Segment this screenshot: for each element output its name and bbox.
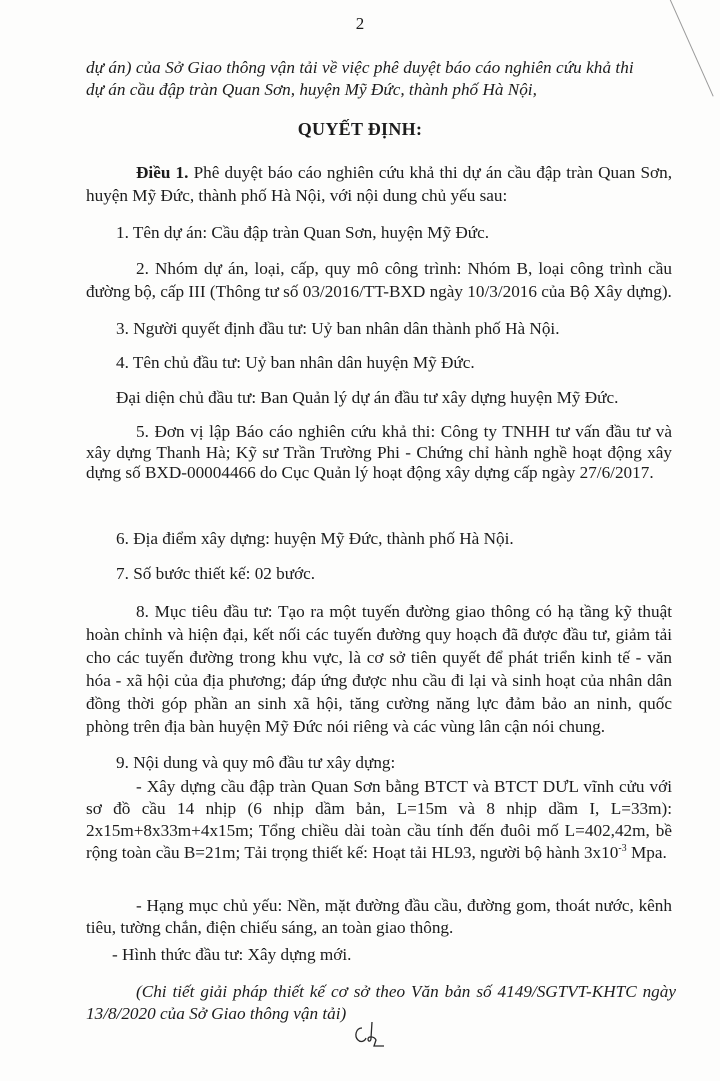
article-1-text: Phê duyệt báo cáo nghiên cứu khả thi dự án cầu đập tràn Quan Sơn, huyện Mỹ Đức, thành phố Hà Nội, với nội dung chủ yếu sau:	[86, 163, 673, 205]
item-7: 7. Số bước thiết kế: 02 bước.	[116, 564, 316, 583]
design-note: (Chi tiết giải pháp thiết kế cơ sở theo Văn bản số 4149/SGTVT-KHTC ngày 13/8/2020 của Sở Giao thông vận tải)	[86, 982, 676, 1023]
item-1: 1. Tên dự án: Cầu đập tràn Quan Sơn, huyện Mỹ Đức.	[116, 223, 489, 242]
exponent: -3	[618, 843, 627, 854]
item-2: 2. Nhóm dự án, loại, cấp, quy mô công trình: Nhóm B, loại công trình cầu đường bộ, cấp III (Thông tư số 03/2016/TT-BXD ngày 10/3/2016 của Bộ Xây dựng).	[86, 259, 672, 301]
item-9-investment-form: - Hình thức đầu tư: Xây dựng mới.	[112, 945, 352, 964]
item-4-representative: Đại diện chủ đầu tư: Ban Quản lý dự án đầu tư xây dựng huyện Mỹ Đức.	[116, 388, 619, 407]
handwritten-initials-icon	[352, 1020, 388, 1050]
item-5: 5. Đơn vị lập Báo cáo nghiên cứu khả thi: Công ty TNHH tư vấn đầu tư và xây dựng Thanh Hà; Kỹ sư Trần Trường Phi - Chứng chỉ hành nghề hoạt động xây dựng số BXD-00004466 do Cục Quản lý hoạt động xây dựng cấp ngày 27/6/2017.	[86, 422, 672, 482]
page-number: 2	[355, 14, 365, 33]
article-1	[86, 162, 672, 207]
item-3: 3. Người quyết định đầu tư: Uỷ ban nhân dân thành phố Hà Nội.	[116, 319, 560, 338]
item-9-construction-unit: Mpa.	[626, 843, 667, 862]
item-9-heading: 9. Nội dung và quy mô đầu tư xây dựng:	[116, 753, 396, 772]
item-9-main-categories: - Hạng mục chủ yếu: Nền, mặt đường đầu cầu, đường gom, thoát nước, kênh tiêu, tường chắn, điện chiếu sáng, an toàn giao thông.	[86, 896, 672, 937]
article-1-label: Điều 1.	[136, 163, 189, 182]
decision-title: QUYẾT ĐỊNH:	[297, 119, 423, 139]
item-8: 8. Mục tiêu đầu tư: Tạo ra một tuyến đường giao thông có hạ tầng kỹ thuật hoàn chỉnh và hiện đại, kết nối các tuyến đường quy hoạch đã được đầu tư, giảm tải cho các tuyến đường trong khu vực, là cơ sở tiên quyết để phát triển kinh tế - văn hóa - xã hội của địa phương; đáp ứng được nhu cầu đi lại và sinh hoạt của nhân dân đồng thời góp phần an sinh xã hội, tăng cường năng lực đảm bảo an ninh, quốc phòng trên địa bàn huyện Mỹ Đức nói riêng và các vùng lân cận nói chung.	[86, 602, 672, 736]
item-6: 6. Địa điểm xây dựng: huyện Mỹ Đức, thành phố Hà Nội.	[116, 529, 514, 548]
item-4: 4. Tên chủ đầu tư: Uỷ ban nhân dân huyện Mỹ Đức.	[116, 353, 475, 372]
preamble-line-1: dự án) của Sở Giao thông vận tải về việc phê duyệt báo cáo nghiên cứu khả thi	[86, 58, 634, 77]
preamble-line-2: dự án cầu đập tràn Quan Sơn, huyện Mỹ Đức, thành phố Hà Nội,	[86, 80, 537, 99]
item-9-construction	[86, 776, 672, 864]
item-9-construction-text: - Xây dựng cầu đập tràn Quan Sơn bằng BTCT và BTCT DƯL vĩnh cửu với sơ đồ cầu 14 nhịp (6 nhịp dầm bản, L=15m và 8 nhịp dầm I, L=33m): 2x15m+8x33m+4x15m; Tổng chiều dài toàn cầu tính đến đuôi mố L=402,42m, bề rộng toàn cầu B=21m; Tải trọng thiết kế: Hoạt tải HL93, người bộ hành 3x10	[86, 777, 672, 862]
